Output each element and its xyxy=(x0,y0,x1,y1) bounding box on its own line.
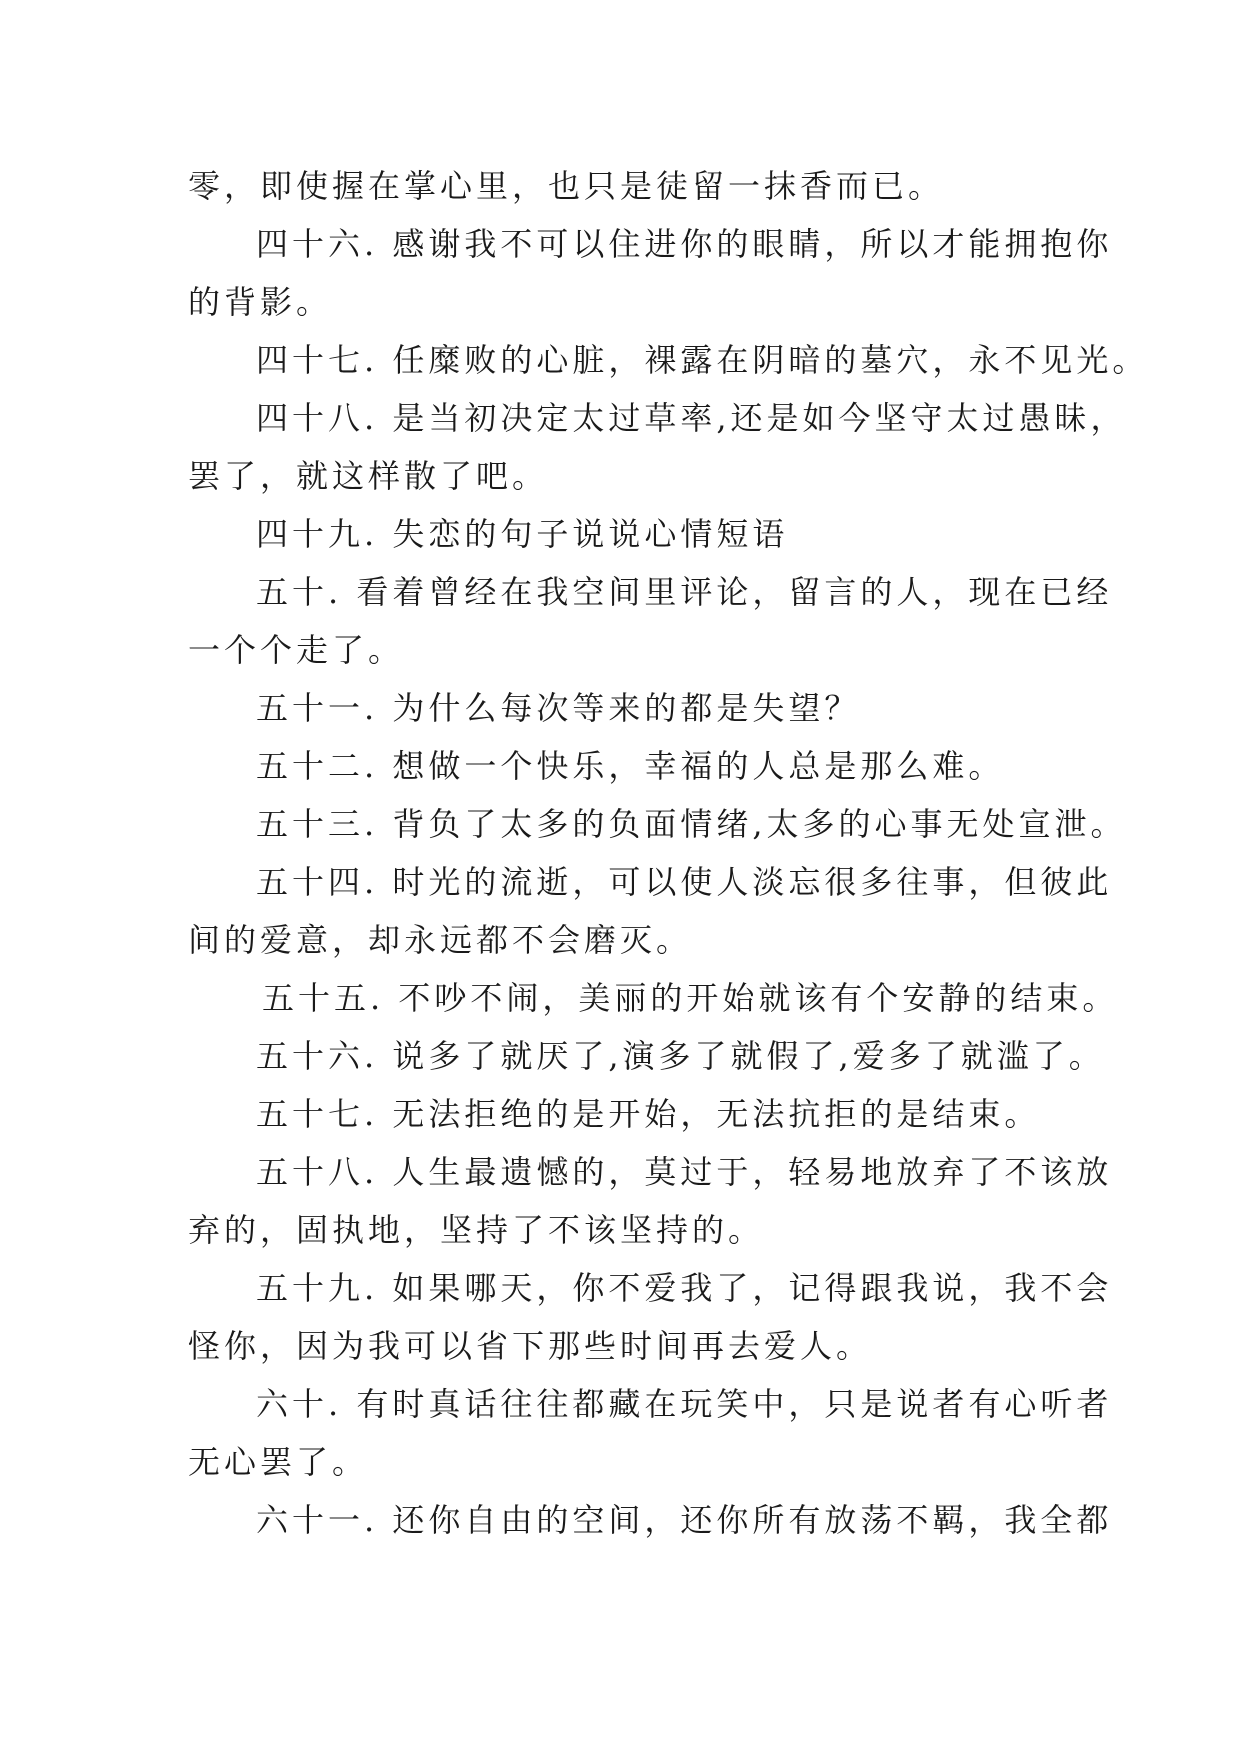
item-49-line-1: 四十九. 失恋的句子说说心情短语 xyxy=(256,515,789,553)
item-58-line-2: 弃的，固执地，坚持了不该坚持的。 xyxy=(188,1211,765,1249)
item-52-line-1: 五十二. 想做一个快乐，幸福的人总是那么难。 xyxy=(256,747,1005,785)
item-59-line-2: 怪你，因为我可以省下那些时间再去爱人。 xyxy=(188,1327,873,1365)
item-50-line-1: 五十. 看着曾经在我空间里评论，留言的人，现在已经 xyxy=(256,573,1113,611)
item-60-line-1: 六十. 有时真话往往都藏在玩笑中，只是说者有心听者 xyxy=(256,1385,1113,1423)
item-50-line-2: 一个个走了。 xyxy=(188,631,405,669)
item-48-line-2: 罢了，就这样散了吧。 xyxy=(188,457,549,495)
item-53-line-1: 五十三. 背负了太多的负面情绪,太多的心事无处宣泄。 xyxy=(256,805,1127,843)
item-51-line-1: 五十一. 为什么每次等来的都是失望？ xyxy=(256,689,861,727)
item-46-line-1: 四十六. 感谢我不可以住进你的眼睛，所以才能拥抱你 xyxy=(256,225,1113,263)
item-59-line-1: 五十九. 如果哪天，你不爱我了，记得跟我说，我不会 xyxy=(256,1269,1113,1307)
item-54-line-1: 五十四. 时光的流逝，可以使人淡忘很多往事，但彼此 xyxy=(256,863,1113,901)
item-54-line-2: 间的爱意，却永远都不会磨灭。 xyxy=(188,921,693,959)
item-55-line-1: 五十五. 不吵不闹，美丽的开始就该有个安静的结束。 xyxy=(262,979,1119,1017)
text-line-continuation: 零，即使握在掌心里，也只是徒留一抹香而已。 xyxy=(188,167,945,205)
item-56-line-1: 五十六. 说多了就厌了,演多了就假了,爱多了就滥了。 xyxy=(256,1037,1105,1075)
item-57-line-1: 五十七. 无法拒绝的是开始，无法抗拒的是结束。 xyxy=(256,1095,1041,1133)
item-58-line-1: 五十八. 人生最遗憾的，莫过于，轻易地放弃了不该放 xyxy=(256,1153,1113,1191)
item-60-line-2: 无心罢了。 xyxy=(188,1443,369,1481)
item-48-line-1: 四十八. 是当初决定太过草率,还是如今坚守太过愚昧， xyxy=(256,399,1127,437)
item-46-line-2: 的背影。 xyxy=(188,283,333,321)
item-61-line-1: 六十一. 还你自由的空间，还你所有放荡不羁，我全都 xyxy=(256,1501,1113,1539)
item-47-line-1: 四十七. 任糜败的心脏，裸露在阴暗的墓穴，永不见光。 xyxy=(256,341,1149,379)
